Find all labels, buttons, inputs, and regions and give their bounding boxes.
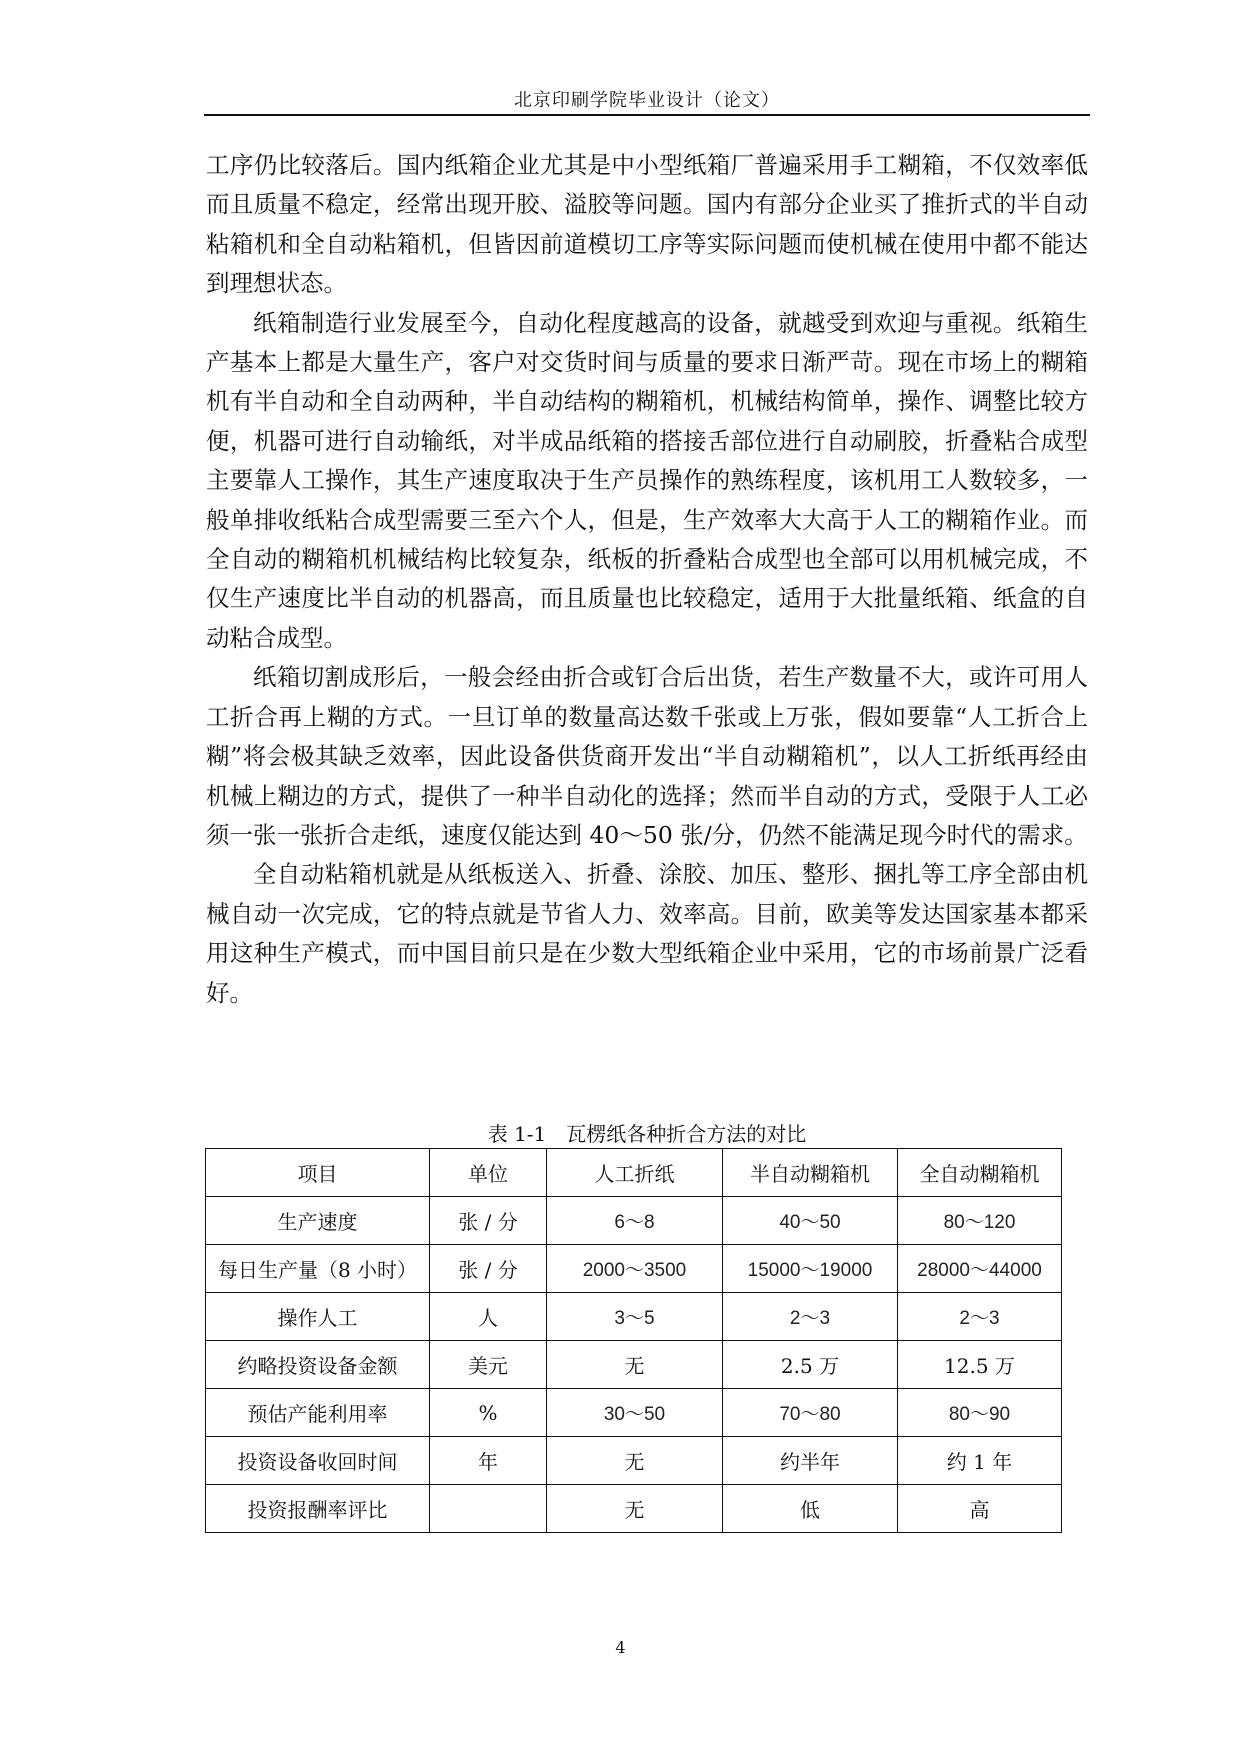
table-cell: 无 — [547, 1437, 723, 1485]
column-header: 全自动糊箱机 — [898, 1149, 1062, 1197]
table-cell: 操作人工 — [206, 1293, 430, 1341]
table-cell: 预估产能利用率 — [206, 1389, 430, 1437]
table-cell: 40～50 — [723, 1197, 898, 1245]
table-cell — [430, 1485, 547, 1533]
table-cell: 约 1 年 — [898, 1437, 1062, 1485]
table-row — [206, 1389, 1062, 1437]
table-cell: 6～8 — [547, 1197, 723, 1245]
table-cell: 张 / 分 — [430, 1197, 547, 1245]
column-header: 项目 — [206, 1149, 430, 1197]
table-cell: 80～120 — [898, 1197, 1062, 1245]
table-caption: 表 1-1 瓦楞纸各种折合方法的对比 — [487, 1122, 807, 1146]
column-header: 人工折纸 — [547, 1149, 723, 1197]
column-header: 单位 — [430, 1149, 547, 1197]
table-cell: 高 — [898, 1485, 1062, 1533]
table-cell: 年 — [430, 1437, 547, 1485]
table-cell: 美元 — [430, 1341, 547, 1389]
table-row — [206, 1293, 1062, 1341]
table-cell: 无 — [547, 1485, 723, 1533]
table-cell: 70～80 — [723, 1389, 898, 1437]
table-cell: 2.5 万 — [723, 1341, 898, 1389]
table-cell: 2～3 — [723, 1293, 898, 1341]
paragraph-1: 工序仍比较落后。国内纸箱企业尤其是中小型纸箱厂普遍采用手工糊箱，不仅效率低而且质量不稳定，经常出现开胶、溢胶等问题。国内有部分企业买了推折式的半自动粘箱机和全自动粘箱机，但皆因前道模切工序等实际问题而使机械在使用中都不能达到理想状态。 — [206, 151, 1088, 298]
table-cell: 80～90 — [898, 1389, 1062, 1437]
table-cell: 无 — [547, 1341, 723, 1389]
table-row — [206, 1197, 1062, 1245]
table-cell: 3～5 — [547, 1293, 723, 1341]
table-cell: 约半年 — [723, 1437, 898, 1485]
table-cell: 约略投资设备金额 — [206, 1341, 430, 1389]
table-cell: 每日生产量（8 小时） — [206, 1245, 430, 1293]
column-header: 半自动糊箱机 — [723, 1149, 898, 1197]
paragraph-3: 纸箱切割成形后，一般会经由折合或钉合后出货，若生产数量不大，或许可用人工折合再上糊的方式。一旦订单的数量高达数千张或上万张，假如要靠“人工折合上糊”将会极其缺乏效率，因此设备供货商开发出“半自动糊箱机”，以人工折纸再经由机械上糊边的方式，提供了一种半自动化的选择；然而半自动的方式，受限于人工必须一张一张折合走纸，速度仅能达到 40～50 张/分，仍然不能满足现今时代的需求。 — [206, 663, 1088, 849]
table-row — [206, 1485, 1062, 1533]
table-cell: 人 — [430, 1293, 547, 1341]
header-rule — [204, 114, 1090, 116]
table-row — [206, 1341, 1062, 1389]
table-row — [206, 1245, 1062, 1293]
table-cell: 张 / 分 — [430, 1245, 547, 1293]
table-cell: 30～50 — [547, 1389, 723, 1437]
table-cell: % — [430, 1389, 547, 1437]
comparison-table — [205, 1148, 1062, 1533]
table-cell: 低 — [723, 1485, 898, 1533]
running-header: 北京印刷学院毕业设计（论文） — [514, 90, 780, 111]
paragraph-4: 全自动粘箱机就是从纸板送入、折叠、涂胶、加压、整形、捆扎等工序全部由机械自动一次完成，它的特点就是节省人力、效率高。目前，欧美等发达国家基本都采用这种生产模式，而中国目前只是在少数大型纸箱企业中采用，它的市场前景广泛看好。 — [206, 860, 1088, 1007]
table-cell: 12.5 万 — [898, 1341, 1062, 1389]
table-cell: 2～3 — [898, 1293, 1062, 1341]
table-row — [206, 1437, 1062, 1485]
table-header-row — [206, 1149, 1062, 1197]
paragraph-2: 纸箱制造行业发展至今，自动化程度越高的设备，就越受到欢迎与重视。纸箱生产基本上都是大量生产，客户对交货时间与质量的要求日渐严苛。现在市场上的糊箱机有半自动和全自动两种，半自动结构的糊箱机，机械结构简单，操作、调整比较方便，机器可进行自动输纸，对半成品纸箱的搭接舌部位进行自动刷胶，折叠粘合成型主要靠人工操作，其生产速度取决于生产员操作的熟练程度，该机用工人数较多，一般单排收纸粘合成型需要三至六个人，但是，生产效率大大高于人工的糊箱作业。而全自动的糊箱机机械结构比较复杂，纸板的折叠粘合成型也全部可以用机械完成，不仅生产速度比半自动的机器高，而且质量也比较稳定，适用于大批量纸箱、纸盒的自动粘合成型。 — [206, 308, 1088, 652]
table-cell: 投资报酬率评比 — [206, 1485, 430, 1533]
page-number: 4 — [615, 1638, 626, 1657]
table-cell: 2000～3500 — [547, 1245, 723, 1293]
table-cell: 投资设备收回时间 — [206, 1437, 430, 1485]
table-cell: 28000～44000 — [898, 1245, 1062, 1293]
body-text — [206, 146, 1088, 1013]
table-cell: 15000～19000 — [723, 1245, 898, 1293]
table-cell: 生产速度 — [206, 1197, 430, 1245]
